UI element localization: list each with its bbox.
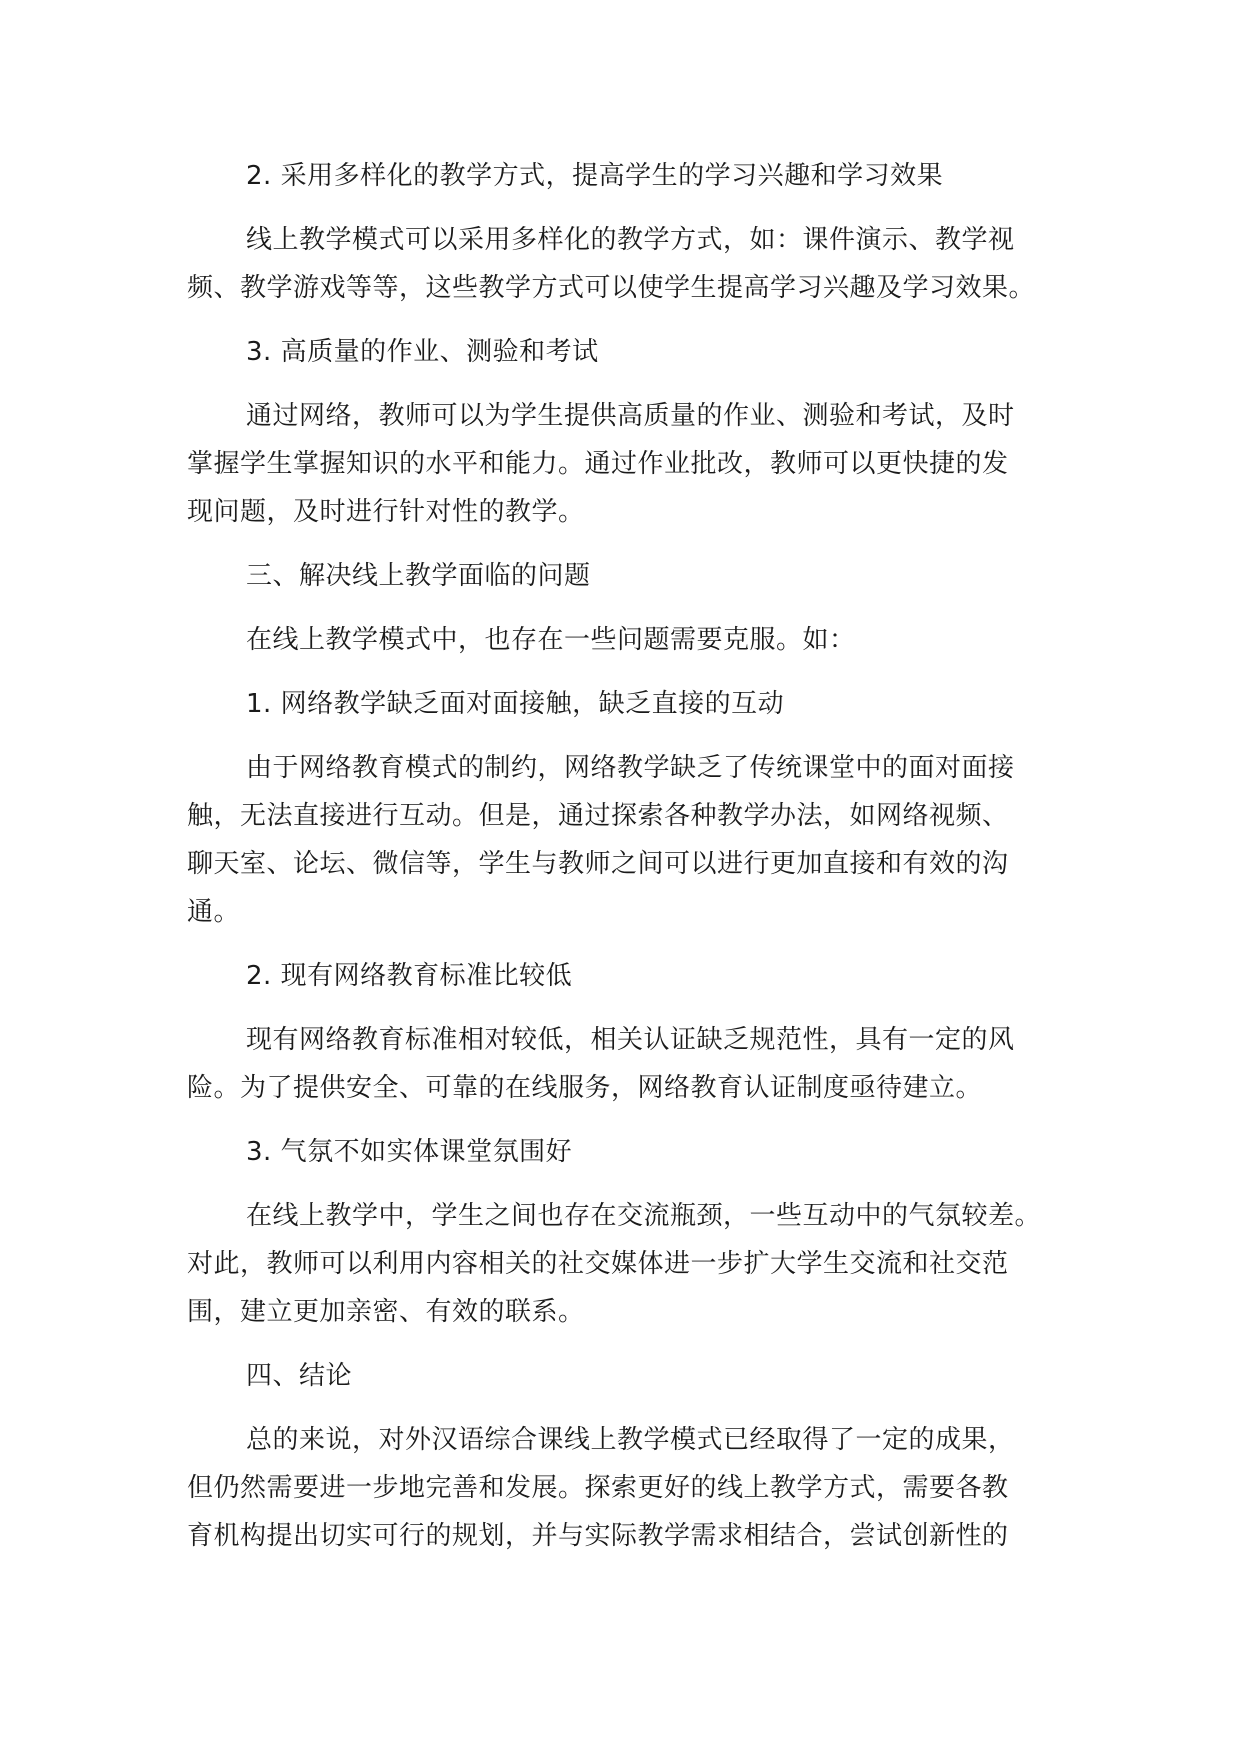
paragraph-line: 通过网络，教师可以为学生提供高质量的作业、测验和考试，及时 bbox=[246, 401, 1015, 431]
paragraph-line: 在线上教学模式中，也存在一些问题需要克服。如： bbox=[246, 625, 856, 655]
subheading-high-quality-homework: 3. 高质量的作业、测验和考试 bbox=[246, 337, 599, 367]
section-heading-4: 四、结论 bbox=[246, 1361, 353, 1391]
paragraph-line: 围，建立更加亲密、有效的联系。 bbox=[187, 1297, 585, 1327]
paragraph-line: 频、教学游戏等等，这些教学方式可以使学生提高学习兴趣及学习效果。 bbox=[187, 273, 1036, 303]
subheading-lack-of-contact: 1. 网络教学缺乏面对面接触，缺乏直接的互动 bbox=[246, 689, 785, 719]
paragraph-line: 聊天室、论坛、微信等，学生与教师之间可以进行更加直接和有效的沟 bbox=[187, 849, 1009, 879]
paragraph-line: 现有网络教育标准相对较低，相关认证缺乏规范性，具有一定的风 bbox=[246, 1025, 1015, 1055]
paragraph-line: 触，无法直接进行互动。但是，通过探索各种教学办法，如网络视频、 bbox=[187, 801, 1009, 831]
paragraph-line: 线上教学模式可以采用多样化的教学方式，如：课件演示、教学视 bbox=[246, 225, 1015, 255]
paragraph-line: 育机构提出切实可行的规划，并与实际教学需求相结合，尝试创新性的 bbox=[187, 1521, 1009, 1551]
paragraph-line: 但仍然需要进一步地完善和发展。探索更好的线上教学方式，需要各教 bbox=[187, 1473, 1009, 1503]
paragraph-line: 通。 bbox=[187, 897, 241, 927]
paragraph-line: 掌握学生掌握知识的水平和能力。通过作业批改，教师可以更快捷的发 bbox=[187, 449, 1009, 479]
subheading-low-standards: 2. 现有网络教育标准比较低 bbox=[246, 961, 573, 991]
paragraph-line: 总的来说，对外汉语综合课线上教学模式已经取得了一定的成果， bbox=[246, 1425, 1015, 1455]
paragraph-line: 在线上教学中，学生之间也存在交流瓶颈，一些互动中的气氛较差。 bbox=[246, 1201, 1042, 1231]
section-heading-3: 三、解决线上教学面临的问题 bbox=[246, 561, 591, 591]
paragraph-line: 险。为了提供安全、可靠的在线服务，网络教育认证制度亟待建立。 bbox=[187, 1073, 983, 1103]
subheading-diverse-methods: 2. 采用多样化的教学方式，提高学生的学习兴趣和学习效果 bbox=[246, 161, 944, 191]
paragraph-line: 由于网络教育模式的制约，网络教学缺乏了传统课堂中的面对面接 bbox=[246, 753, 1015, 783]
paragraph-line: 现问题，及时进行针对性的教学。 bbox=[187, 497, 585, 527]
subheading-atmosphere: 3. 气氛不如实体课堂氛围好 bbox=[246, 1137, 573, 1167]
paragraph-line: 对此，教师可以利用内容相关的社交媒体进一步扩大学生交流和社交范 bbox=[187, 1249, 1009, 1279]
